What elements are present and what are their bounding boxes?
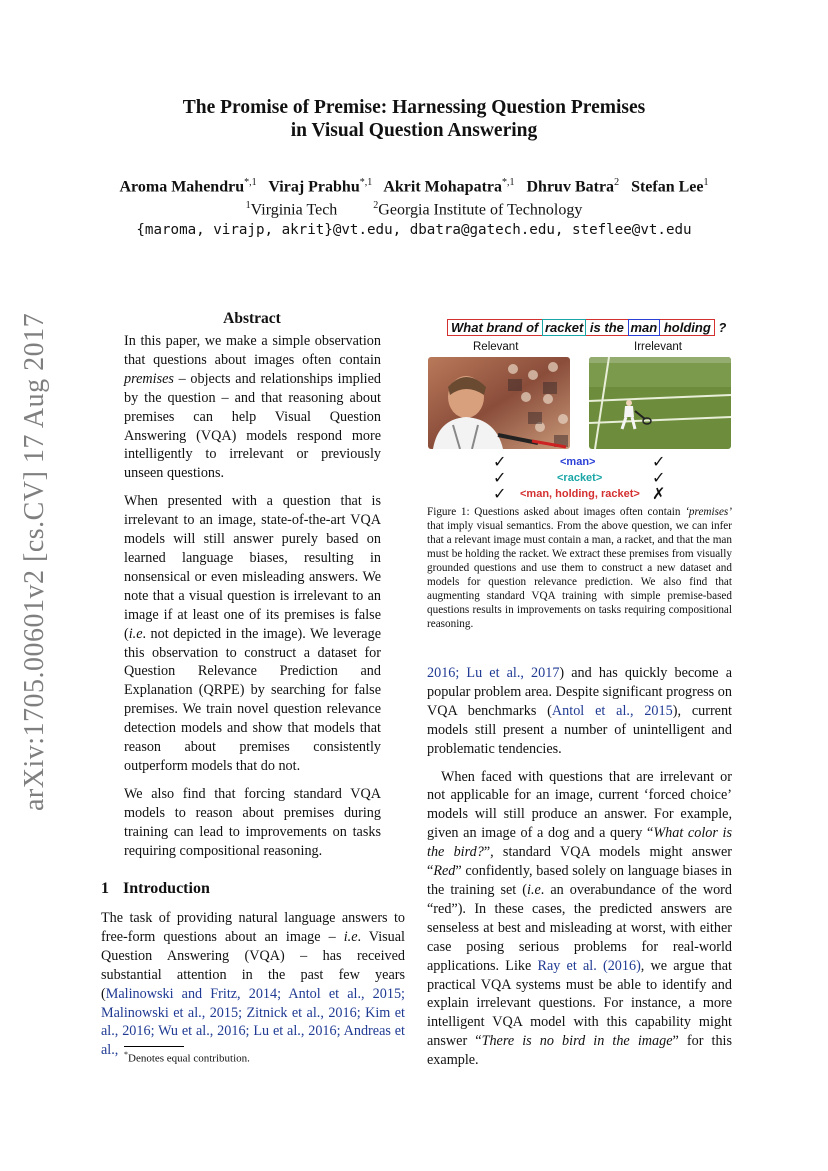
author-mark: *,1 — [244, 177, 257, 188]
text-span: In this paper, we make a simple observation that questions about images often contain — [124, 333, 381, 368]
author-mark: 1 — [703, 177, 709, 188]
premise-box-outer — [447, 319, 715, 336]
text-em: Red — [433, 863, 456, 880]
text-em: There is no bird in the image — [481, 1033, 673, 1050]
affiliation-1: Virginia Tech — [250, 201, 338, 219]
intro-paragraph — [427, 664, 732, 759]
abstract-paragraph: We also find that forcing standard VQA models to reason about premises during training can lead to improvements on tasks requiring compositional reasoning. — [124, 785, 381, 859]
footnote-rule — [124, 1046, 184, 1047]
affiliations — [0, 200, 828, 219]
text-span: The task of providing natural language answers to free-form questions about an image – — [101, 910, 405, 945]
footnote-text: Denotes equal contribution. — [128, 1052, 250, 1065]
premise-box-man: man — [628, 319, 661, 336]
text-span: ) and has quickly become a popular problem area. Despite significant progress on VQA benchmarks ( — [427, 665, 732, 719]
abstract-heading: Abstract — [223, 310, 281, 327]
relevant-check-1: ✓ — [493, 452, 507, 471]
text-em: ‘premises’ — [685, 506, 732, 518]
text-span: . not depicted in the image). We leverage this observation to construct a dataset for Question Relevance Prediction and Explanation (QRPE) by searching for false premises. We train novel question relevance detection models and show that models that reason about premises consistently outperform models that do not. — [124, 625, 381, 774]
section-title: Introduction — [123, 880, 210, 897]
figure-caption — [427, 505, 732, 631]
author-name: Akrit Mohapatra — [383, 178, 502, 196]
citation-link[interactable]: Antol et al., 2015 — [551, 702, 673, 719]
text-em: premises — [124, 370, 174, 387]
text-span: Figure 1: Questions asked about images often contain — [427, 506, 686, 518]
paper-title — [0, 96, 828, 142]
citation-link[interactable]: Malinowski and Fritz, 2014; Antol et al., 2015; Malinowski et al., 2015; Zitnick et al., 2016; Kim et al., 2016; Wu et al., 2016; Lu et al., 2016; Andreas et al., — [101, 985, 405, 1059]
author-mark: *,1 — [359, 177, 373, 188]
relevant-photo — [428, 357, 570, 449]
relevant-check-3: ✓ — [493, 484, 507, 503]
text-span: ” for this example. — [427, 1033, 733, 1069]
premise-box-racket: racket — [542, 319, 586, 336]
irrelevant-check-1: ✓ — [652, 452, 666, 471]
text-span: When faced with questions that are irrelevant or not applicable for an image, current ‘forced choice’ models will still produce an answer. For example, given an image of a dog and a query “ — [427, 768, 732, 842]
author-list — [0, 177, 828, 196]
label-relevant: Relevant — [473, 341, 519, 353]
author-mark: 2 — [614, 177, 620, 188]
arxiv-stamp: arXiv:1705.00601v2 [cs.CV] 17 Aug 2017 — [19, 312, 50, 811]
title-line-1: The Promise of Premise: Harnessing Question Premises — [182, 97, 646, 118]
text-span: . an overabundance of the word “red”). In these cases, the predicted answers are senseless at best and misleading at worst, with either case posing serious problems for real-world applications. Like — [427, 881, 732, 974]
author-name: Stefan Lee — [631, 178, 704, 196]
irrelevant-photo — [589, 357, 731, 449]
intro-paragraph — [101, 909, 405, 1060]
text-span: holding — [660, 320, 711, 335]
affiliation-mark: 2 — [373, 200, 379, 211]
label-irrelevant: Irrelevant — [634, 341, 682, 353]
affiliation-2: Georgia Institute of Technology — [378, 201, 583, 219]
text-span: , we argue that practical VQA systems must be able to identify and explain irrelevant questions. For instance, a more intelligent VQA model with this capability might answer “ — [427, 957, 732, 1050]
intro-right-body — [427, 664, 732, 1079]
author-name: Aroma Mahendru — [119, 178, 245, 196]
section-heading — [101, 880, 224, 898]
text-span: that imply visual semantics. From the above question, we can infer that a relevant image must contain a man, a racket, and that the man must be holding the racket. We extract these premises from visually grounded questions and use them to construct a new dataset and models for question relevance prediction. We also find that augmenting standard VQA training with simple premise-based questions results in improvements on tasks requiring compositional reasoning. — [427, 520, 732, 630]
irrelevant-check-2: ✓ — [652, 468, 666, 487]
citation-link[interactable]: 2016; Lu et al., 2017 — [427, 665, 560, 681]
text-em: What color is the bird? — [427, 825, 732, 861]
relevant-check-2: ✓ — [493, 468, 507, 487]
text-span: ”, standard VQA models might answer “ — [427, 844, 732, 880]
affiliation-mark: 1 — [245, 200, 251, 211]
text-span: ” confidently, based solely on language biases in the training set ( — [427, 863, 732, 898]
premise-man-holding-racket: <man, holding, racket> — [520, 488, 640, 500]
premise-man: <man> — [560, 456, 596, 468]
premise-racket: <racket> — [557, 472, 603, 484]
text-span: – objects and relationships implied by the question – and that reasoning about premises can help Visual Question Answering (VQA) models respond more intelligently to irrelevant or previously unseen questions. — [124, 370, 381, 482]
text-span: ? — [714, 320, 727, 335]
citation-link[interactable]: Ray et al. (2016) — [537, 957, 641, 974]
abstract-paragraph — [124, 332, 381, 483]
author-mark: *,1 — [502, 177, 515, 188]
tennis-player-image — [428, 357, 570, 449]
irrelevant-cross-3: ✗ — [652, 484, 666, 503]
figure-question — [447, 320, 726, 335]
text-span: When presented with a question that is irrelevant to an image, state-of-the-art VQA models will still answer purely based on learned language biases, resulting in nonsensical or even misleading answers. We note that a visual question is irrelevant to an image if at least one of its premises is false ( — [124, 493, 381, 642]
intro-paragraph — [427, 768, 732, 1071]
author-name: Dhruv Batra — [526, 178, 615, 196]
text-em: i.e — [527, 881, 541, 898]
footnote — [124, 1050, 250, 1065]
author-emails: {maroma, virajp, akrit}@vt.edu, dbatra@gatech.edu, steflee@vt.edu — [136, 222, 692, 238]
abstract-paragraph — [124, 492, 381, 776]
title-line-2: in Visual Question Answering — [290, 120, 538, 141]
footnote-mark: * — [124, 1050, 128, 1059]
text-span: ), current models still present a number of unintelligent and problematic tendencies. — [427, 702, 733, 757]
section-number: 1 — [101, 880, 109, 897]
tennis-court-image — [589, 357, 731, 449]
author-name: Viraj Prabhu — [268, 178, 360, 196]
abstract-body — [124, 332, 381, 869]
text-em: i.e — [343, 928, 358, 945]
text-span: . Visual Question Answering (VQA) – has received substantial attention in the past few years ( — [101, 928, 405, 1002]
text-span: What brand of — [451, 320, 542, 335]
text-em: i.e — [128, 625, 143, 642]
text-span: is the — [586, 320, 628, 335]
